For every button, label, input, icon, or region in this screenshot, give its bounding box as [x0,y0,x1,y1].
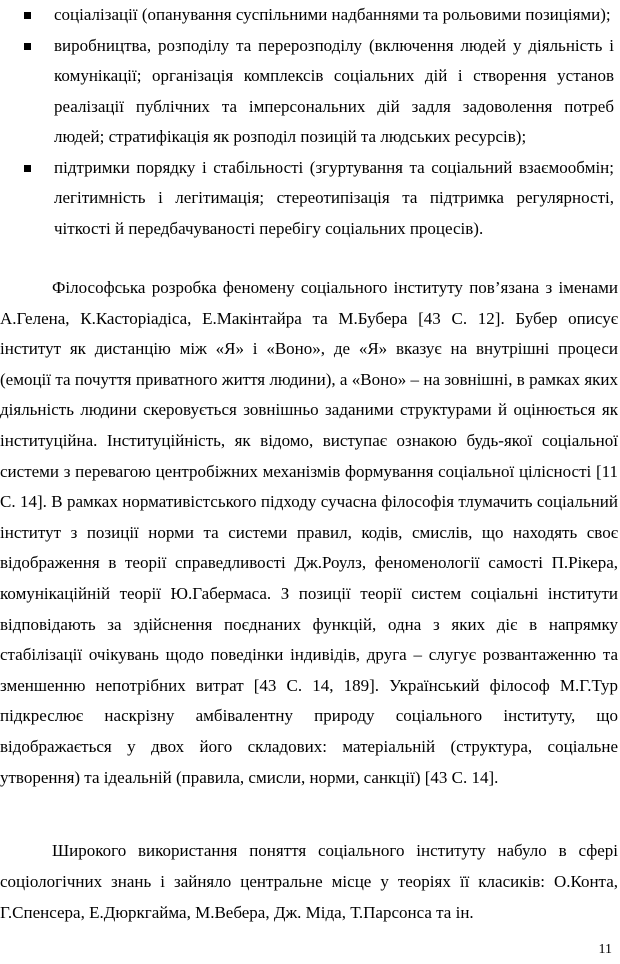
bullet-item [18,153,614,245]
paragraph-philosophy: Філософська розробка феномену соціального інституту пов’язана з іменами А.Гелена, К.Касторіадіса, Е.Макінтайра та М.Бубера [43 С. 12]. Бубер описує інститут як дистанцію між «Я» і «Воно», де «Я» вказує на внутрішні процеси (емоції та почуття приватного життя людини), а «Воно» – на зовнішні, в рамках яких діяльність людини скеровується зовнішньо заданими структурами й оцінюється як інституційна. Інституційність, як відомо, виступає ознакою будь-якої соціальної системи з перевагою центробіжних механізмів формування соціальної цілісності [11 С. 14]. В рамках нормативістського підходу сучасна філософія тлумачить соціальний інститут з позиції норми та системи правил, кодів, смислів, що находять своє відображення в теорії справедливості Дж.Роулз, феноменології самості П.Рікера, комунікаційній теорії Ю.Габермаса. З позиції теорії систем соціальні інститути відповідають за здійснення поєднаних функцій, одна з яких діє в напрямку стабілізації очікувань щодо поведінки індивідів, друга – слугує розвантаженню та зменшенню непотрібних витрат [43 С. 14, 189]. Український філософ М.Г.Тур підкреслює наскрізну амбівалентну природу соціального інституту, що відображається у двох його складових: матеріальній (структура, соціальне утворення) та ідеальній (правила, смисли, норми, санкції) [43 С. 14]. [0,278,618,787]
bullet-text: виробництва, розподілу та перерозподілу (включення людей у діяльність і комунікації; організація комплексів соціальних дій і створення установ реалізації публічних та імперсональних дій задля задоволення потреб людей; стратифікація як розподіл позицій та людських ресурсів); [54,35,614,146]
square-bullet-icon [24,165,31,172]
bullet-list [18,0,614,244]
bullet-item [18,31,614,153]
paragraph-sociology: Широкого використання поняття соціального інституту набуло в сфері соціологічних знань і зайняло центральне місце у теоріях її класиків: О.Конта, Г.Спенсера, Е.Дюркгайма, М.Вебера, Дж. Міда, Т.Парсонса та ін. [0,841,618,922]
square-bullet-icon [24,12,31,19]
page-number: 11 [598,942,612,957]
bullet-text: соціалізації (опанування суспільними надбаннями та рольовими позиціями); [54,5,611,24]
square-bullet-icon [24,43,31,50]
bullet-text: підтримки порядку і стабільності (згуртування та соціальний взаємообмін; легітимність і легітимація; стереотипізація та підтримка регулярності, чіткості й передбачуваності перебігу соціальних процесів). [54,157,614,238]
bullet-item [18,0,614,31]
